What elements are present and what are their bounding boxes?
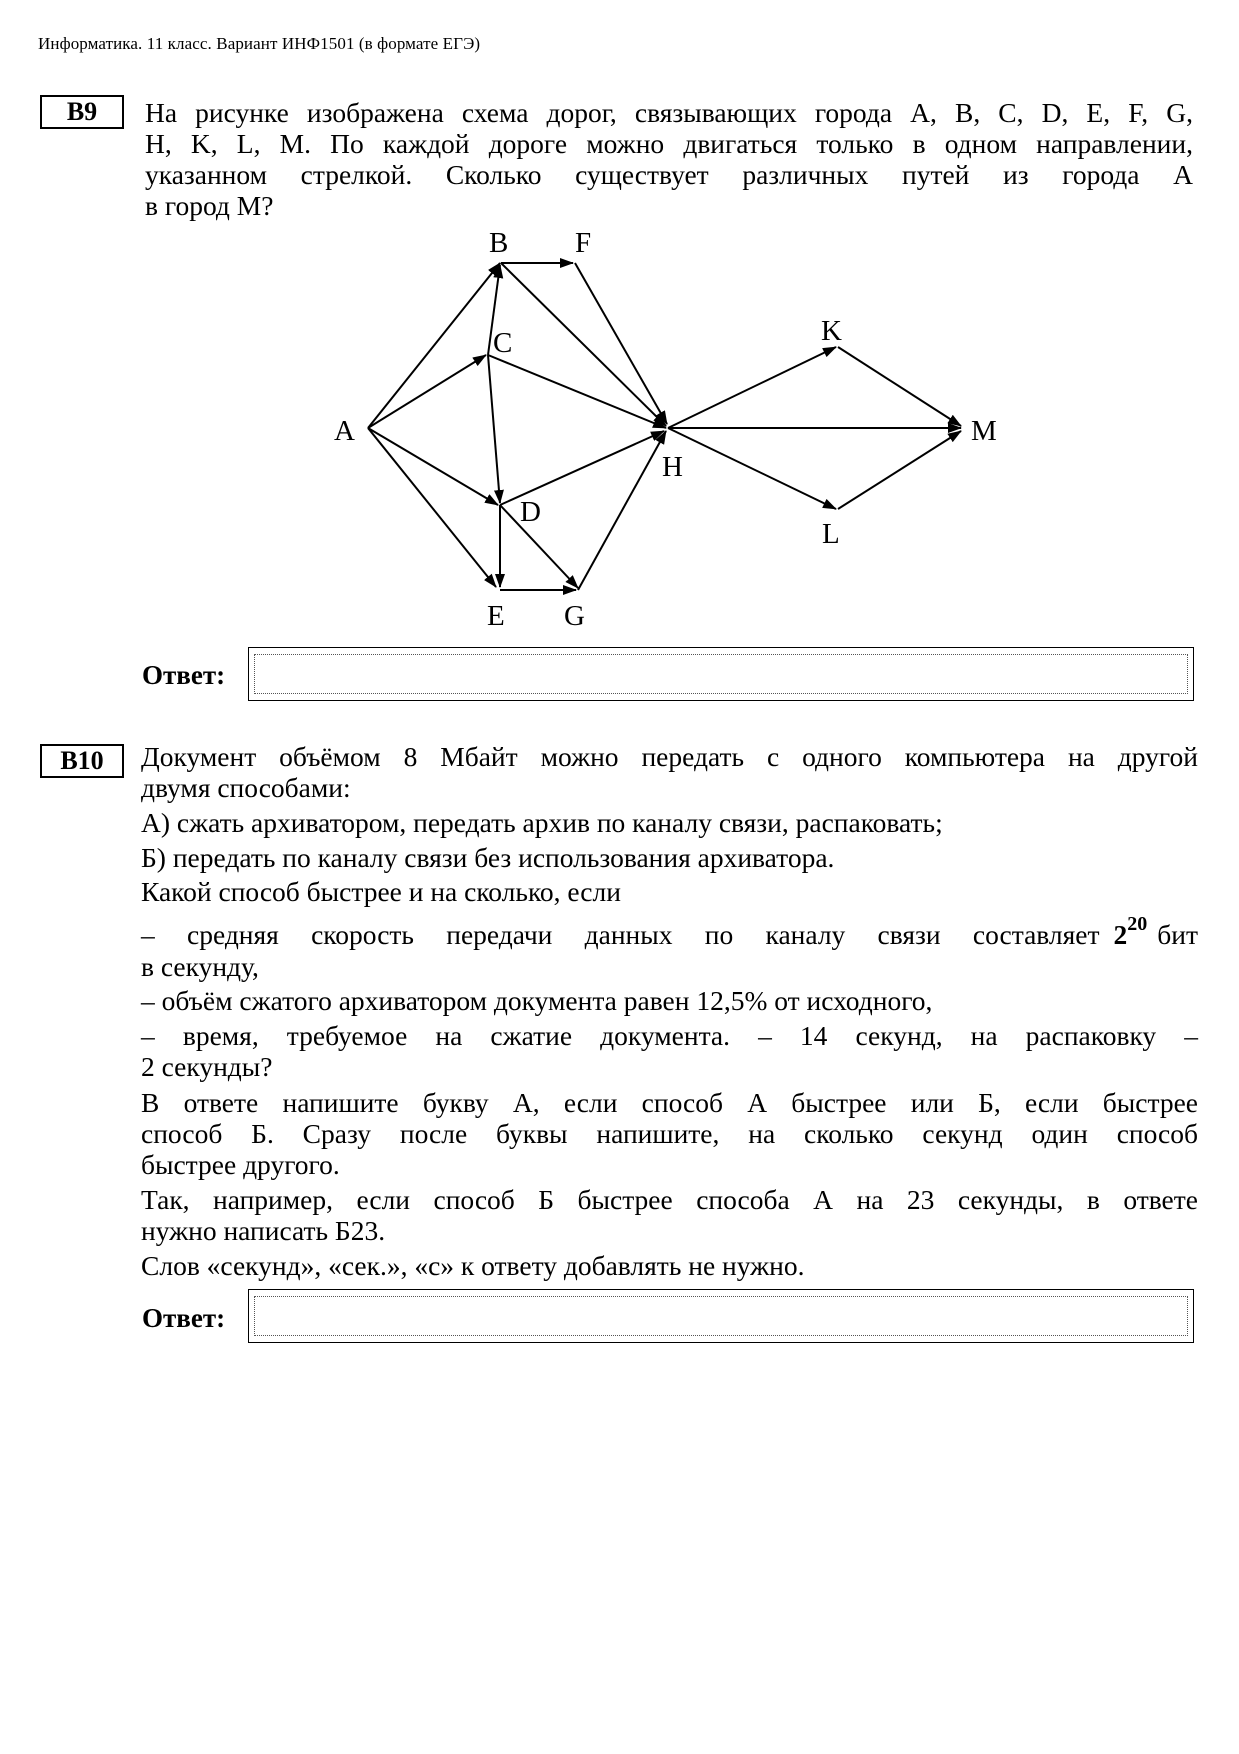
edge-c-h [488, 355, 666, 428]
b10-instruction-1-line-2: способ Б. Сразу после буквы напишите, на сколько секунд один способ [141, 1118, 1198, 1149]
edge-k-m [838, 347, 961, 426]
edge-f-h [575, 263, 667, 424]
b10-condition-3-line-1: – время, требуемое на сжатие документа. – 14 секунд, на распаковку – [141, 1020, 1198, 1051]
node-label-e: E [487, 600, 505, 632]
b10-condition-1-unit: бит [1157, 919, 1198, 950]
node-label-m: M [971, 415, 997, 447]
b10-condition-1 [141, 913, 1198, 954]
b9-answer-field[interactable] [248, 647, 1194, 701]
b9-text-line-1: На рисунке изображена схема дорог, связывающих города A, B, C, D, E, F, G, [145, 97, 1193, 128]
task-number-b9: B9 [40, 95, 124, 129]
edge-g-h [578, 431, 666, 590]
edge-c-d [488, 355, 500, 503]
b10-option-a: А) сжать архиватором, передать архив по каналу связи, распаковать; [141, 807, 943, 838]
edge-h-l [668, 428, 836, 509]
page-header: Информатика. 11 класс. Вариант ИНФ1501 (в формате ЕГЭ) [38, 34, 481, 53]
edge-a-e [368, 428, 496, 587]
b10-instruction-1-line-1: В ответе напишите букву А, если способ А быстрее или Б, если быстрее [141, 1087, 1198, 1118]
b10-condition-1-power [1113, 913, 1148, 954]
b10-instruction-1-line-3: быстрее другого. [141, 1149, 340, 1180]
node-label-b: B [489, 227, 509, 259]
b9-answer-label: Ответ: [142, 660, 226, 690]
b10-answer-field-inner[interactable] [254, 1296, 1188, 1336]
node-label-c: C [493, 327, 513, 359]
b9-answer-field-inner[interactable] [254, 654, 1188, 694]
b10-option-b: Б) передать по каналу связи без использования архиватора. [141, 842, 835, 873]
node-label-k: K [821, 315, 842, 347]
b10-instruction-2-line-1: Так, например, если способ Б быстрее способа А на 23 секунды, в ответе [141, 1184, 1198, 1215]
node-label-g: G [564, 600, 585, 632]
road-graph [0, 0, 1239, 660]
edge-b-h [501, 263, 666, 426]
b10-condition-2: – объём сжатого архиватором документа равен 12,5% от исходного, [141, 985, 933, 1016]
edge-a-b [368, 263, 500, 428]
b10-instruction-3: Слов «секунд», «сек.», «с» к ответу добавлять не нужно. [141, 1250, 805, 1281]
b9-text-line-3: указанном стрелкой. Сколько существует различных путей из города A [145, 159, 1193, 190]
edge-h-k [668, 347, 836, 428]
b10-question: Какой способ быстрее и на сколько, если [141, 876, 621, 907]
b10-intro-line-1: Документ объёмом 8 Мбайт можно передать с одного компьютера на другой [141, 741, 1198, 772]
edge-a-c [368, 355, 486, 428]
node-label-h: H [662, 451, 683, 483]
b10-instruction-2-line-2: нужно написать Б23. [141, 1215, 386, 1246]
b10-answer-field[interactable] [248, 1289, 1194, 1343]
b10-condition-3-line-2: 2 секунды? [141, 1051, 273, 1082]
node-label-l: L [822, 518, 840, 550]
edge-l-m [838, 431, 961, 509]
edge-a-d [368, 428, 498, 505]
b9-text-line-2: H, K, L, M. По каждой дороге можно двигаться только в одном направлении, [145, 128, 1193, 159]
node-label-a: A [334, 415, 355, 447]
b10-answer-label: Ответ: [142, 1303, 226, 1333]
b10-condition-1-line-2: в секунду, [141, 951, 259, 982]
b10-condition-1-text: – средняя скорость передачи данных по каналу связи составляет [141, 919, 1100, 950]
b9-text-line-4: в город M? [145, 190, 274, 221]
power-exponent: 20 [1127, 913, 1148, 935]
edge-d-h [500, 431, 664, 505]
b10-intro-line-2: двумя способами: [141, 772, 351, 803]
node-label-d: D [520, 496, 541, 528]
node-label-f: F [575, 227, 592, 259]
task-number-b10: B10 [40, 744, 124, 778]
power-base: 2 [1113, 919, 1128, 950]
